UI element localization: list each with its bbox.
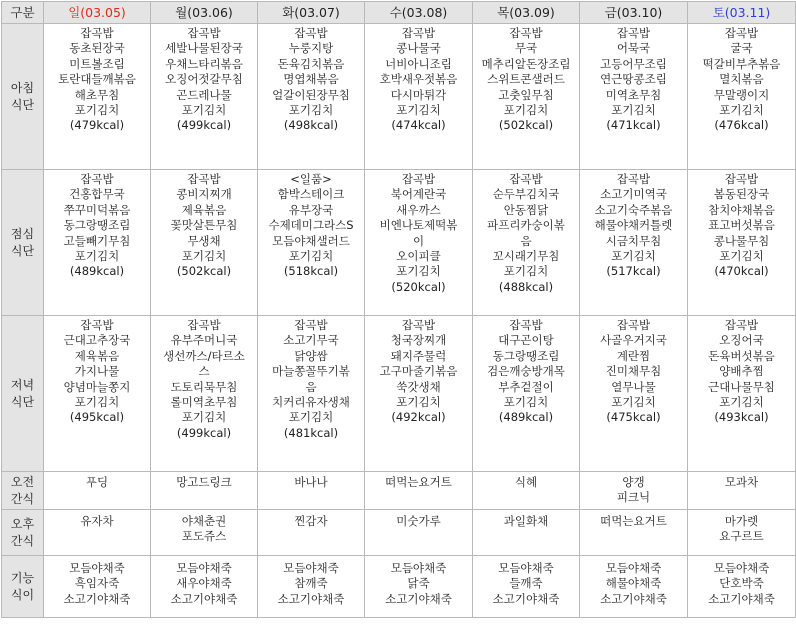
menu-cell-afternoon-snack-sunday bbox=[44, 510, 151, 556]
menu-item: 제육볶음 bbox=[74, 348, 120, 363]
day-header-monday: 월(03.06) bbox=[151, 2, 258, 24]
menu-item: 유자차 bbox=[80, 514, 114, 528]
menu-item: 표고버섯볶음 bbox=[708, 218, 775, 233]
menu-item: 토란대들깨볶음 bbox=[58, 72, 136, 87]
menu-cell-dinner-wednesday bbox=[365, 316, 473, 472]
menu-item: 이 bbox=[412, 233, 425, 248]
menu-item: 누룽지탕 bbox=[288, 41, 334, 56]
menu-item: 안동찜닭 bbox=[503, 202, 549, 217]
menu-item: (470kcal) bbox=[714, 264, 769, 279]
menu-item: 포기김치 bbox=[396, 103, 441, 118]
menu-item: (475kcal) bbox=[606, 410, 661, 425]
menu-item: 포기김치 bbox=[719, 395, 764, 410]
menu-item: 수제데미그라스S bbox=[268, 218, 354, 233]
menu-row-breakfast bbox=[2, 24, 796, 170]
menu-item: 모과차 bbox=[724, 475, 759, 489]
menu-item: 근대나물무침 bbox=[708, 379, 775, 394]
menu-item: 포기김치 bbox=[181, 103, 227, 118]
menu-cell-breakfast-wednesday bbox=[365, 24, 473, 170]
menu-item: 검은깨숭방개목 bbox=[487, 364, 565, 379]
row-label-dinner: 저녁 식단 bbox=[2, 316, 44, 472]
menu-item: 과일화채 bbox=[503, 514, 549, 528]
menu-cell-morning-snack-monday bbox=[151, 472, 258, 510]
menu-item: 떠먹는요거트 bbox=[600, 514, 667, 528]
menu-cell-afternoon-snack-tuesday bbox=[258, 510, 365, 556]
menu-item: 포기김치 bbox=[396, 395, 441, 410]
menu-item: 어묵국 bbox=[616, 41, 651, 56]
row-label-afternoon-snack: 오후 간식 bbox=[2, 510, 44, 556]
menu-item: (517kcal) bbox=[606, 264, 661, 279]
menu-item: (495kcal) bbox=[69, 410, 125, 425]
menu-row-functional-diet bbox=[2, 556, 796, 618]
menu-item: 닭양쌈 bbox=[294, 348, 328, 363]
menu-item: 콩비지찌개 bbox=[176, 187, 232, 202]
menu-item: 잡곡밥 bbox=[80, 318, 114, 332]
menu-item: 치커리유자생채 bbox=[272, 395, 350, 410]
menu-cell-dinner-monday bbox=[151, 316, 258, 472]
row-label-morning-snack: 오전 간식 bbox=[2, 472, 44, 510]
menu-item: 사골우거지국 bbox=[600, 333, 667, 348]
row-label-lunch: 점심 식단 bbox=[2, 170, 44, 316]
menu-item: 대구곤이탕 bbox=[498, 333, 554, 348]
menu-item: 포기김치 bbox=[719, 103, 764, 118]
menu-item: 무말랭이지 bbox=[713, 87, 770, 102]
menu-item: 찐감자 bbox=[294, 514, 328, 528]
menu-item: 잡곡밥 bbox=[509, 318, 543, 332]
menu-item: 포기김치 bbox=[74, 103, 120, 118]
menu-cell-morning-snack-wednesday bbox=[365, 472, 473, 510]
menu-item: 근대고추장국 bbox=[63, 333, 131, 348]
menu-item: 잡곡밥 bbox=[294, 26, 328, 40]
menu-item: 가지나물 bbox=[74, 364, 120, 379]
menu-item: 콩나물국 bbox=[396, 41, 441, 56]
menu-item: 모듬야채죽 bbox=[713, 561, 770, 575]
menu-item: 잡곡밥 bbox=[509, 26, 543, 40]
menu-cell-functional-diet-friday bbox=[580, 556, 688, 618]
menu-item: 미트볼조림 bbox=[69, 56, 125, 71]
menu-item: 포도쥬스 bbox=[181, 529, 227, 544]
menu-item: 유부장국 bbox=[288, 202, 334, 217]
menu-item: 포기김치 bbox=[181, 249, 227, 264]
menu-item: 우채느타리볶음 bbox=[165, 56, 243, 71]
menu-item: (489kcal) bbox=[498, 410, 554, 425]
day-header-tuesday: 화(03.07) bbox=[258, 2, 365, 24]
menu-item: 포기김치 bbox=[74, 395, 120, 410]
menu-item: 새우야채죽 bbox=[176, 576, 232, 591]
menu-item: 해물야채커틀렛 bbox=[594, 218, 673, 233]
menu-cell-lunch-saturday bbox=[688, 170, 796, 316]
day-header-saturday: 토(03.11) bbox=[688, 2, 796, 24]
menu-cell-breakfast-sunday bbox=[44, 24, 151, 170]
menu-item: 참깨죽 bbox=[294, 576, 328, 591]
menu-item: 음 bbox=[520, 233, 532, 248]
menu-item: 계란찜 bbox=[616, 348, 651, 363]
day-header-friday: 금(03.10) bbox=[580, 2, 688, 24]
menu-cell-breakfast-thursday bbox=[473, 24, 580, 170]
menu-item: (492kcal) bbox=[391, 410, 446, 425]
menu-cell-lunch-thursday bbox=[473, 170, 580, 316]
menu-item: 소고기야채죽 bbox=[600, 591, 667, 606]
menu-item: 포기김치 bbox=[611, 395, 656, 410]
menu-item: <일품> bbox=[290, 172, 332, 186]
menu-cell-afternoon-snack-saturday bbox=[688, 510, 796, 556]
menu-row-morning-snack bbox=[2, 472, 796, 510]
menu-item: 야채춘권 bbox=[181, 514, 227, 528]
menu-item: 모듬야채죽 bbox=[69, 561, 125, 575]
menu-item: 포기김치 bbox=[288, 103, 334, 118]
menu-item: 곤드레나물 bbox=[176, 87, 232, 102]
menu-item: 동그랑땡조림 bbox=[492, 348, 560, 363]
menu-row-dinner bbox=[2, 316, 796, 472]
menu-item: 청국장찌개 bbox=[390, 333, 447, 348]
row-label-functional-diet: 기능 식이 bbox=[2, 556, 44, 618]
menu-item: 잡곡밥 bbox=[509, 172, 543, 186]
menu-cell-dinner-tuesday bbox=[258, 316, 365, 472]
menu-item: (471kcal) bbox=[606, 118, 661, 133]
menu-item: 롤미역초무침 bbox=[170, 395, 238, 410]
menu-item: 잡곡밥 bbox=[294, 318, 328, 332]
menu-cell-functional-diet-wednesday bbox=[365, 556, 473, 618]
menu-item: 콩나물무침 bbox=[713, 233, 770, 248]
menu-cell-functional-diet-sunday bbox=[44, 556, 151, 618]
menu-row-afternoon-snack bbox=[2, 510, 796, 556]
menu-item: 닭죽 bbox=[407, 576, 430, 591]
menu-cell-lunch-monday bbox=[151, 170, 258, 316]
menu-item: 잡곡밥 bbox=[724, 26, 759, 40]
menu-cell-afternoon-snack-wednesday bbox=[365, 510, 473, 556]
menu-row-lunch bbox=[2, 170, 796, 316]
menu-cell-dinner-friday bbox=[580, 316, 688, 472]
menu-item: 포기김치 bbox=[288, 410, 334, 425]
menu-item: 멸치볶음 bbox=[719, 72, 764, 87]
menu-item: 망고드링크 bbox=[176, 475, 232, 489]
menu-item: 함박스테이크 bbox=[277, 187, 345, 202]
menu-item: 진미채무침 bbox=[605, 364, 662, 379]
menu-item: 메추리알돈장조림 bbox=[481, 56, 571, 71]
menu-item: 오이피클 bbox=[396, 249, 441, 264]
menu-cell-afternoon-snack-friday bbox=[580, 510, 688, 556]
menu-cell-morning-snack-tuesday bbox=[258, 472, 365, 510]
menu-item: 들깨죽 bbox=[509, 576, 543, 591]
menu-cell-breakfast-saturday bbox=[688, 24, 796, 170]
menu-item: 양갱 bbox=[622, 475, 645, 489]
menu-item: 잡곡밥 bbox=[80, 26, 114, 40]
menu-item: 무국 bbox=[514, 41, 538, 56]
menu-item: 시금치무침 bbox=[605, 233, 662, 248]
menu-item: 비엔나토제떡볶 bbox=[379, 218, 458, 233]
menu-item: 잡곡밥 bbox=[401, 318, 436, 332]
menu-cell-morning-snack-friday bbox=[580, 472, 688, 510]
menu-item: 포기김치 bbox=[503, 395, 549, 410]
menu-cell-functional-diet-monday bbox=[151, 556, 258, 618]
menu-cell-morning-snack-saturday bbox=[688, 472, 796, 510]
menu-item: (520kcal) bbox=[391, 279, 446, 294]
menu-item: 잡곡밥 bbox=[616, 318, 651, 332]
menu-item: 잡곡밥 bbox=[616, 26, 651, 40]
menu-item: 유부주머니국 bbox=[170, 333, 238, 348]
menu-item: 잡곡밥 bbox=[616, 172, 651, 186]
menu-item: 바나나 bbox=[294, 475, 328, 489]
menu-item: 순두부김치국 bbox=[492, 187, 560, 202]
menu-item: 너비아니조림 bbox=[385, 56, 452, 71]
menu-item: 열무나물 bbox=[611, 379, 656, 394]
menu-item: 돈육김치볶음 bbox=[277, 56, 345, 71]
menu-item: 무생채 bbox=[187, 233, 221, 248]
menu-item: 포기김치 bbox=[288, 249, 334, 264]
menu-item: (498kcal) bbox=[283, 118, 339, 133]
menu-cell-breakfast-tuesday bbox=[258, 24, 365, 170]
menu-item: 다시마튀각 bbox=[390, 87, 447, 102]
menu-item: 건홍합무국 bbox=[69, 187, 125, 202]
menu-item: 오징어젓갈무침 bbox=[165, 72, 243, 87]
menu-item: 봄동된장국 bbox=[713, 187, 770, 202]
menu-item: 흑임자죽 bbox=[74, 576, 120, 591]
menu-item: 고들빼기무침 bbox=[63, 233, 131, 248]
menu-item: (518kcal) bbox=[283, 264, 339, 279]
menu-cell-afternoon-snack-thursday bbox=[473, 510, 580, 556]
menu-item: 포기김치 bbox=[181, 410, 227, 425]
menu-item: 잡곡밥 bbox=[724, 172, 759, 186]
menu-item: 포기김치 bbox=[396, 264, 441, 279]
weekly-menu-table bbox=[1, 1, 796, 618]
menu-cell-functional-diet-tuesday bbox=[258, 556, 365, 618]
menu-item: 잡곡밥 bbox=[724, 318, 759, 332]
menu-cell-dinner-saturday bbox=[688, 316, 796, 472]
menu-item: (474kcal) bbox=[391, 118, 446, 133]
menu-item: 포기김치 bbox=[719, 249, 764, 264]
menu-item: 스 bbox=[198, 364, 210, 379]
menu-item: 마늘쫑꼴뚜기볶 bbox=[272, 364, 350, 379]
menu-item: 북어계란국 bbox=[390, 187, 447, 202]
day-header-thursday: 목(03.09) bbox=[473, 2, 580, 24]
menu-cell-dinner-thursday bbox=[473, 316, 580, 472]
menu-item: 돈육버섯볶음 bbox=[708, 348, 775, 363]
menu-cell-lunch-tuesday bbox=[258, 170, 365, 316]
menu-cell-morning-snack-thursday bbox=[473, 472, 580, 510]
menu-item: 소고기야채죽 bbox=[385, 591, 452, 606]
header-row bbox=[2, 2, 796, 24]
menu-item: 미숫가루 bbox=[396, 514, 441, 528]
menu-item: 새우까스 bbox=[396, 202, 441, 217]
menu-item: 떡갈비부추볶음 bbox=[702, 56, 781, 71]
menu-item: 잡곡밥 bbox=[401, 172, 436, 186]
menu-cell-lunch-friday bbox=[580, 170, 688, 316]
menu-item: 모듬야채샐러드 bbox=[272, 233, 350, 248]
menu-item: 연근땅콩조림 bbox=[600, 72, 667, 87]
menu-item: 쑥갓생채 bbox=[396, 379, 441, 394]
menu-item: 오징어국 bbox=[719, 333, 764, 348]
day-header-wednesday: 수(03.08) bbox=[365, 2, 473, 24]
menu-item: 양념마늘쫑지 bbox=[63, 379, 131, 394]
menu-item: 포기김치 bbox=[611, 103, 656, 118]
menu-cell-morning-snack-sunday bbox=[44, 472, 151, 510]
menu-item: (502kcal) bbox=[176, 264, 232, 279]
menu-item: (479kcal) bbox=[69, 118, 125, 133]
menu-cell-dinner-sunday bbox=[44, 316, 151, 472]
menu-item: 잡곡밥 bbox=[80, 172, 114, 186]
menu-item: 생선까스/타르소 bbox=[163, 348, 245, 363]
menu-item: (499kcal) bbox=[176, 425, 232, 440]
menu-item: 참치야채볶음 bbox=[708, 202, 775, 217]
menu-cell-breakfast-monday bbox=[151, 24, 258, 170]
menu-item: 모듬야채죽 bbox=[283, 561, 339, 575]
menu-item: 소고기무국 bbox=[283, 333, 339, 348]
menu-item: 얼갈이된장무침 bbox=[272, 87, 350, 102]
menu-item: 소고기야채죽 bbox=[492, 591, 560, 606]
menu-item: 동그랑땡조림 bbox=[63, 218, 131, 233]
menu-item: 포기김치 bbox=[503, 264, 549, 279]
menu-cell-functional-diet-thursday bbox=[473, 556, 580, 618]
menu-item: 잡곡밥 bbox=[401, 26, 436, 40]
menu-item: 떠먹는요거트 bbox=[385, 475, 452, 489]
menu-item: 모듬야채죽 bbox=[605, 561, 662, 575]
menu-item: 고춧잎무침 bbox=[498, 87, 554, 102]
menu-body bbox=[2, 24, 796, 618]
menu-item: 잡곡밥 bbox=[187, 172, 221, 186]
menu-item: 고등어무조림 bbox=[600, 56, 667, 71]
menu-item: (481kcal) bbox=[283, 425, 339, 440]
menu-cell-lunch-sunday bbox=[44, 170, 151, 316]
menu-item: 포기김치 bbox=[74, 249, 120, 264]
menu-item: 포기김치 bbox=[611, 249, 656, 264]
menu-item: 굴국 bbox=[730, 41, 753, 56]
menu-item: 꼬시래기무침 bbox=[492, 249, 560, 264]
menu-item: 파프리카숭이볶 bbox=[487, 218, 565, 233]
menu-item: 푸딩 bbox=[85, 475, 109, 489]
menu-item: 요구르트 bbox=[719, 529, 764, 544]
menu-item: 미역초무침 bbox=[605, 87, 662, 102]
menu-item: 모듬야채죽 bbox=[176, 561, 232, 575]
menu-item: 피크닉 bbox=[616, 490, 651, 505]
menu-item: 소고기야채죽 bbox=[708, 591, 775, 606]
menu-item: 식혜 bbox=[514, 475, 538, 489]
menu-item: 양배추찜 bbox=[719, 364, 764, 379]
menu-cell-afternoon-snack-monday bbox=[151, 510, 258, 556]
menu-item: 소고기야채죽 bbox=[170, 591, 238, 606]
menu-item: 스위트콘샐러드 bbox=[487, 72, 565, 87]
menu-item: (488kcal) bbox=[498, 279, 554, 294]
menu-item: 마가렛 bbox=[724, 514, 759, 528]
menu-item: 호박새우젓볶음 bbox=[379, 72, 458, 87]
menu-cell-lunch-wednesday bbox=[365, 170, 473, 316]
menu-item: 세발나물된장국 bbox=[165, 41, 243, 56]
menu-item: 포기김치 bbox=[503, 103, 549, 118]
menu-item: (476kcal) bbox=[714, 118, 769, 133]
menu-item: (489kcal) bbox=[69, 264, 125, 279]
menu-item: 단호박죽 bbox=[719, 576, 764, 591]
menu-item: 소고기야채죽 bbox=[63, 591, 131, 606]
menu-item: 소고기미역국 bbox=[600, 187, 667, 202]
menu-item: 모듬야채죽 bbox=[498, 561, 554, 575]
menu-item: 해초무침 bbox=[74, 87, 120, 102]
menu-item: 잡곡밥 bbox=[187, 26, 221, 40]
menu-cell-functional-diet-saturday bbox=[688, 556, 796, 618]
menu-item: 해물야채죽 bbox=[605, 576, 662, 591]
header-category-label: 구분 bbox=[2, 2, 44, 24]
menu-item: 소고기숙주볶음 bbox=[594, 202, 673, 217]
menu-item: (502kcal) bbox=[498, 118, 554, 133]
menu-item: 부추겉절이 bbox=[498, 379, 554, 394]
menu-item: 꽃맛살튼무침 bbox=[170, 218, 238, 233]
day-header-sunday: 일(03.05) bbox=[44, 2, 151, 24]
row-label-breakfast: 아침 식단 bbox=[2, 24, 44, 170]
menu-item: 동초된장국 bbox=[69, 41, 125, 56]
menu-item: 쭈꾸미덕볶음 bbox=[63, 202, 131, 217]
menu-cell-breakfast-friday bbox=[580, 24, 688, 170]
menu-item: (499kcal) bbox=[176, 118, 232, 133]
menu-item: 소고기야채죽 bbox=[277, 591, 345, 606]
menu-item: 잡곡밥 bbox=[187, 318, 221, 332]
menu-item: 모듬야채죽 bbox=[390, 561, 447, 575]
menu-item: 제육볶음 bbox=[181, 202, 227, 217]
menu-item: (493kcal) bbox=[714, 410, 769, 425]
menu-item: 도토리묵무침 bbox=[170, 379, 238, 394]
menu-item: 고구마줄기볶음 bbox=[379, 364, 458, 379]
menu-item: 명엽채볶음 bbox=[283, 72, 339, 87]
menu-item: 돼지주물럭 bbox=[390, 348, 447, 363]
menu-item: 음 bbox=[305, 379, 317, 394]
